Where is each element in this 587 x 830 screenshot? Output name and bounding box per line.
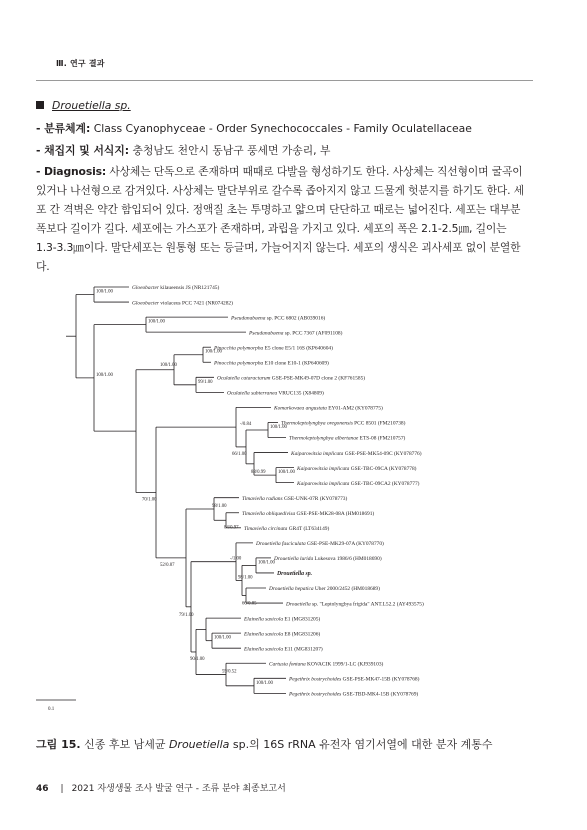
footer-separator: | <box>60 784 64 794</box>
taxon-label <box>288 691 418 698</box>
taxon-label <box>243 630 320 637</box>
taxon-genus: Elainella saxicola <box>244 646 284 653</box>
taxon-strain: PCC 8501 (FM210738) <box>352 420 406 427</box>
taxon-label <box>242 510 374 517</box>
support-value: 100/1.00 <box>214 635 231 641</box>
caption-post: sp.의 16S rRNA 유전자 염기서열에 대한 분자 계통수 <box>229 738 493 751</box>
support-value: -/1.00 <box>230 556 242 562</box>
taxon-label <box>281 420 406 427</box>
support-value: -/0.84 <box>240 422 252 428</box>
taxon-strain: E10 clone E10-1 (KP640609) <box>263 360 329 367</box>
support-value: 88/0.99 <box>251 469 266 475</box>
header-rule <box>36 80 533 81</box>
taxon-label <box>290 450 422 457</box>
taxon-strain: violaceus PCC 7421 (NR074282) <box>158 300 233 307</box>
taxon-strain: E1 (MG831205) <box>283 616 321 623</box>
taxon-strain: Drouetiella sp. <box>277 571 313 578</box>
taxon-label <box>243 615 320 622</box>
support-value: 100/1.00 <box>96 289 113 295</box>
locality-label: - 채집지 및 서식지: <box>36 144 130 157</box>
taxon-genus: Timaviella obliquedivisa <box>242 510 296 517</box>
taxon-label <box>268 585 380 592</box>
taxon-label <box>288 676 420 683</box>
support-value: 60/0.85 <box>242 601 257 607</box>
taxon-strain: GSE-PSE-MK54-09C (KY078776) <box>343 450 422 457</box>
taxon-label <box>296 465 417 472</box>
caption-pre: 신종 후보 남세균 <box>80 738 169 751</box>
taxon-strain: kilaueensis JS (NR121745) <box>158 285 220 292</box>
taxon-label <box>248 329 343 336</box>
support-value: 98/1.00 <box>238 575 253 581</box>
taxon-genus: Elainella saxicola <box>244 631 284 638</box>
figure-caption <box>36 736 493 752</box>
taxon-genus: Oculatella subterranea <box>227 390 278 397</box>
taxon-label <box>243 645 323 652</box>
support-value: 59/0.52 <box>222 669 237 675</box>
section-title-text: Drouetiella sp. <box>52 99 131 112</box>
taxon-genus: Thermoleptolyngbya oregonensis <box>281 420 353 427</box>
taxon-genus: Timaviella radians <box>242 495 283 502</box>
taxon-label <box>230 314 325 321</box>
classification-text: Class Cyanophyceae - Order Synechococcales - Family Oculatellaceae <box>90 122 472 135</box>
support-value: 66/1.00 <box>232 451 247 457</box>
support-value: 100/1.00 <box>270 424 287 430</box>
taxon-strain: E8 (MG831206) <box>283 631 321 638</box>
taxon-label <box>213 359 329 366</box>
classification-line <box>36 119 528 138</box>
taxon-genus: Drouetiella <box>286 601 311 608</box>
support-value: 52/0.87 <box>160 562 175 568</box>
phylogenetic-tree <box>36 278 552 720</box>
taxon-strain: sp. PCC 7367 (AF091108) <box>283 330 343 337</box>
diagnosis-paragraph <box>36 162 528 276</box>
diagnosis-text: 사상체는 단독으로 존재하며 때때로 다발을 형성하기도 한다. 사상체는 직선형이며 굴곡이 있거나 나선형으로 감겨있다. 사상체는 말단부위로 갈수록 좁아지지 않고 드물게 헛분지를 하기도 한다. 세포 간 격벽은 약간 함입되어 있다. 정액질 초는 투명하고 얇으며 단단하고 때로는 넓어진다. 세포는 대부분 폭보다 길이가 길다. 세포에는 가스포가 존재하며, 과립을 가지고 있다. 세포의 폭은 2.1-2.5㎛, 길이는 1.3-3.3㎛이다. 말단세포는 원통형 또는 등글며, 가늘어지지 않는다. 세포의 생식은 괴사세포 없이 분열한다. <box>36 165 524 273</box>
phylogenetic-tree-svg <box>36 278 552 720</box>
taxon-strain: E5 clone E5/1 16S (KP640604) <box>263 345 333 352</box>
figure-number: 그림 15. <box>36 738 81 751</box>
taxon-label <box>132 299 233 306</box>
support-value: 98/1.00 <box>212 503 227 509</box>
taxon-strain: E11 (MG831207) <box>283 646 323 653</box>
taxon-strain: GSE-TBC-09CA2 (KY078777) <box>349 480 420 487</box>
support-value: 100/1.00 <box>160 362 177 368</box>
support-value: 100/1.00 <box>278 470 295 476</box>
support-value: 90/1.00 <box>190 656 205 662</box>
taxon-genus: Pseudanabaena <box>249 330 284 337</box>
taxon-label <box>269 660 384 667</box>
taxon-strain: GSE-PSE-MK47-15B (KY078768) <box>341 676 420 683</box>
taxon-genus: Drouetiella hepatica <box>269 586 314 593</box>
footer-title: 2021 자생생물 조사 발굴 연구 - 조류 분야 최종보고서 <box>71 784 286 794</box>
taxon-label <box>132 284 219 291</box>
taxon-genus: Pinocchia polymorpha <box>214 360 264 367</box>
taxon-genus: Kaiparowitsia implicata <box>297 465 350 472</box>
taxon-strain: GSE-TBD-MK4-15B (KY078769) <box>341 691 419 698</box>
locality-line <box>36 141 528 160</box>
support-value: 100/1.00 <box>205 349 222 355</box>
taxon-strain: sp. "Leptolyngbya frigida" ANT.L52.2 (AY493575) <box>310 601 424 608</box>
taxon-label <box>296 480 420 487</box>
taxon-genus: Pegethrix bostrychoides <box>289 691 342 698</box>
taxon-genus: Pinocchia polymorpha <box>214 345 264 352</box>
taxon-strain: EY01-AM2 (KY078775) <box>326 405 383 412</box>
taxon-strain: sp. PCC 6802 (AB039016) <box>265 315 326 322</box>
page-footer <box>36 781 286 794</box>
support-value: 100/1.00 <box>148 319 165 325</box>
taxon-strain: VRUC135 (X84809) <box>277 390 324 397</box>
taxon-genus: Timaviella circinata <box>244 526 288 532</box>
taxon-strain: Uher 2000/2452 (HM018689) <box>313 586 380 593</box>
section-title <box>36 96 528 115</box>
taxon-strain: ETS-08 (FM210757) <box>358 435 406 442</box>
support-value: 99/1.00 <box>198 379 213 385</box>
classification-label: - 분류체계: <box>36 122 91 135</box>
taxon-label <box>213 344 333 351</box>
taxon-label <box>289 435 406 442</box>
page-number: 46 <box>36 784 49 794</box>
taxon-strain: GR4T (LT634149) <box>287 526 330 532</box>
taxon-label <box>273 555 382 562</box>
square-bullet-icon <box>36 101 44 109</box>
taxon-genus: Gloeobacter <box>132 285 159 292</box>
caption-genus: Drouetiella <box>168 738 230 751</box>
taxon-genus: Komarkovaea angustata <box>274 405 327 412</box>
taxon-genus: Thermoleptolyngbya albertanae <box>289 435 359 442</box>
taxon-label <box>276 571 312 577</box>
taxon-strain: GSE-PSE-MK29-07A (KY078770) <box>305 541 384 548</box>
taxon-label <box>227 390 324 397</box>
support-value: 84/0.97 <box>224 525 239 531</box>
taxon-genus: Pegethrix bostrychoides <box>289 676 342 683</box>
taxon-genus: Oculatella cataractarum <box>217 375 271 382</box>
taxon-genus: Elainella saxicola <box>244 616 284 623</box>
taxon-strain: GSE-TBC-09CA (KY078778) <box>349 465 417 472</box>
taxon-genus: Drouetiella fasciculata <box>256 541 306 548</box>
support-value: 79/1.00 <box>179 612 194 618</box>
locality-text: 충청남도 천안시 동남구 풍세면 가송리, 부 <box>129 144 331 157</box>
taxon-strain: Lukesova 1986/6 (HM018690) <box>313 556 382 563</box>
taxon-label <box>217 375 365 382</box>
taxon-label <box>273 405 383 412</box>
taxon-genus: Cartusia fontana <box>269 661 306 668</box>
taxon-label <box>285 600 424 607</box>
support-value: 100/1.00 <box>96 372 113 378</box>
taxon-strain: GSE-UNK-07R (KY078773) <box>282 495 348 502</box>
taxon-label <box>255 540 384 547</box>
taxon-label <box>244 525 330 532</box>
support-value: 70/1.00 <box>142 497 157 503</box>
support-value: 100/1.00 <box>258 560 275 566</box>
taxon-genus: Kaiparowitsia implicata <box>291 450 344 457</box>
taxon-genus: Drouetiella lurida <box>274 556 314 563</box>
scale-bar-label: 0.1 <box>48 707 55 712</box>
taxon-genus: Kaiparowitsia implicata <box>297 480 350 487</box>
running-header: Ⅲ. 연구 결과 <box>56 59 105 68</box>
taxon-strain: GSE-PSE-MK49-07D clone 2 (KF761585) <box>270 375 366 382</box>
taxon-genus: Pseudanabaena <box>231 315 266 322</box>
taxon-strain: KOVACIK 1999/1-LC (KJ939103) <box>305 661 384 668</box>
diagnosis-label: - Diagnosis: <box>36 165 107 178</box>
taxon-strain: GSE-PSE-MK28-08A (HM018691) <box>295 510 375 517</box>
taxon-label <box>242 495 347 502</box>
taxon-genus: Gloeobacter <box>132 300 159 307</box>
support-value: 100/1.00 <box>256 680 273 686</box>
